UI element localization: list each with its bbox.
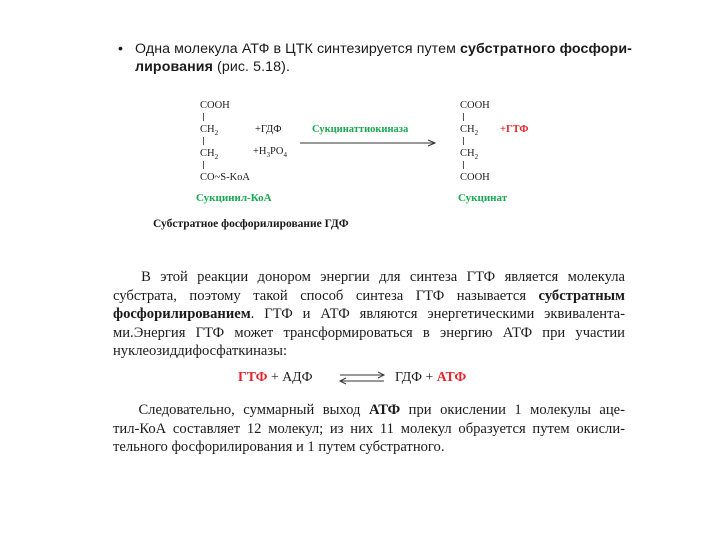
right-cooh-top: COOH: [460, 100, 490, 111]
intro-bold-2: лирования: [135, 59, 213, 75]
intro-text: Одна молекула АТФ в ЦТК синтезируется путем: [135, 41, 460, 57]
product-gtf: +ГТФ: [500, 124, 529, 135]
succinyl-coa-label: Сукцинил-КоА: [196, 192, 272, 204]
paragraph-2: [113, 401, 625, 457]
right-cooh-bottom: COOH: [460, 172, 490, 183]
equation: [238, 369, 313, 385]
eq-gtf: ГТФ: [238, 369, 268, 384]
left-ch2-b: $CH_2$: [200, 148, 219, 162]
p1-line-4: ми.Энергия ГТФ может трансформироваться в энергию АТФ при участии: [113, 324, 625, 341]
reaction-arrow: [300, 138, 440, 148]
equilibrium-arrow: [338, 371, 386, 385]
left-cooh: COOH: [200, 100, 230, 111]
intro-ref: (рис. 5.18).: [212, 59, 291, 75]
equation-right: [395, 369, 466, 385]
eq-plus-adf: + АДФ: [267, 369, 313, 384]
left-co-skoa: CO~S-KoA: [200, 172, 251, 183]
bond: [463, 137, 464, 145]
bond: [203, 137, 204, 145]
eq-atf: АТФ: [436, 369, 467, 384]
p1-line-2: субстрата, поэтому такой способ синтеза ГТФ называется субстратным: [113, 287, 625, 304]
p1-line-3: фосфорилированием. ГТФ и АТФ являются энергетическими эквивалента-: [113, 306, 625, 323]
right-ch2-b: $CH_2$: [460, 148, 479, 162]
left-ch2-a: $CH_2$: [200, 124, 219, 138]
eq-gdf: ГДФ +: [395, 369, 437, 384]
bond: [463, 113, 464, 121]
p1-line-1: В этой реакции донором энергии для синтеза ГТФ является молекула: [141, 269, 625, 285]
p2-line-3: тельного фосфорилирования и 1 путем субстратного.: [113, 439, 445, 456]
bond: [203, 113, 204, 121]
p2-line-1: Следовательно, суммарный выход АТФ при окислении 1 молекулы аце-: [138, 402, 626, 418]
bullet-marker: •: [118, 41, 124, 57]
p2-line-2: тил-КоА составляет 12 молекул; из них 11 молекул образуется путем окисли-: [113, 420, 625, 437]
enzyme-label: Сукцинаттиокиназа: [312, 124, 409, 135]
reaction-scheme: [0, 0, 720, 240]
reagent-gdf: +ГДФ: [255, 124, 282, 135]
bond: [203, 161, 204, 169]
paragraph-1: [113, 268, 625, 361]
p1-line-5: нуклеозиддифосфаткиназы:: [113, 343, 288, 360]
right-ch2-a: $CH_2$: [460, 124, 479, 138]
figure-caption: Субстратное фосфорилирование ГДФ: [153, 218, 349, 230]
reagent-h3po4: $+H_3PO_4$: [253, 146, 287, 160]
intro-bold: субстратного фосфори-: [460, 41, 632, 57]
succinate-label: Сукцинат: [458, 192, 508, 204]
bond: [463, 161, 464, 169]
